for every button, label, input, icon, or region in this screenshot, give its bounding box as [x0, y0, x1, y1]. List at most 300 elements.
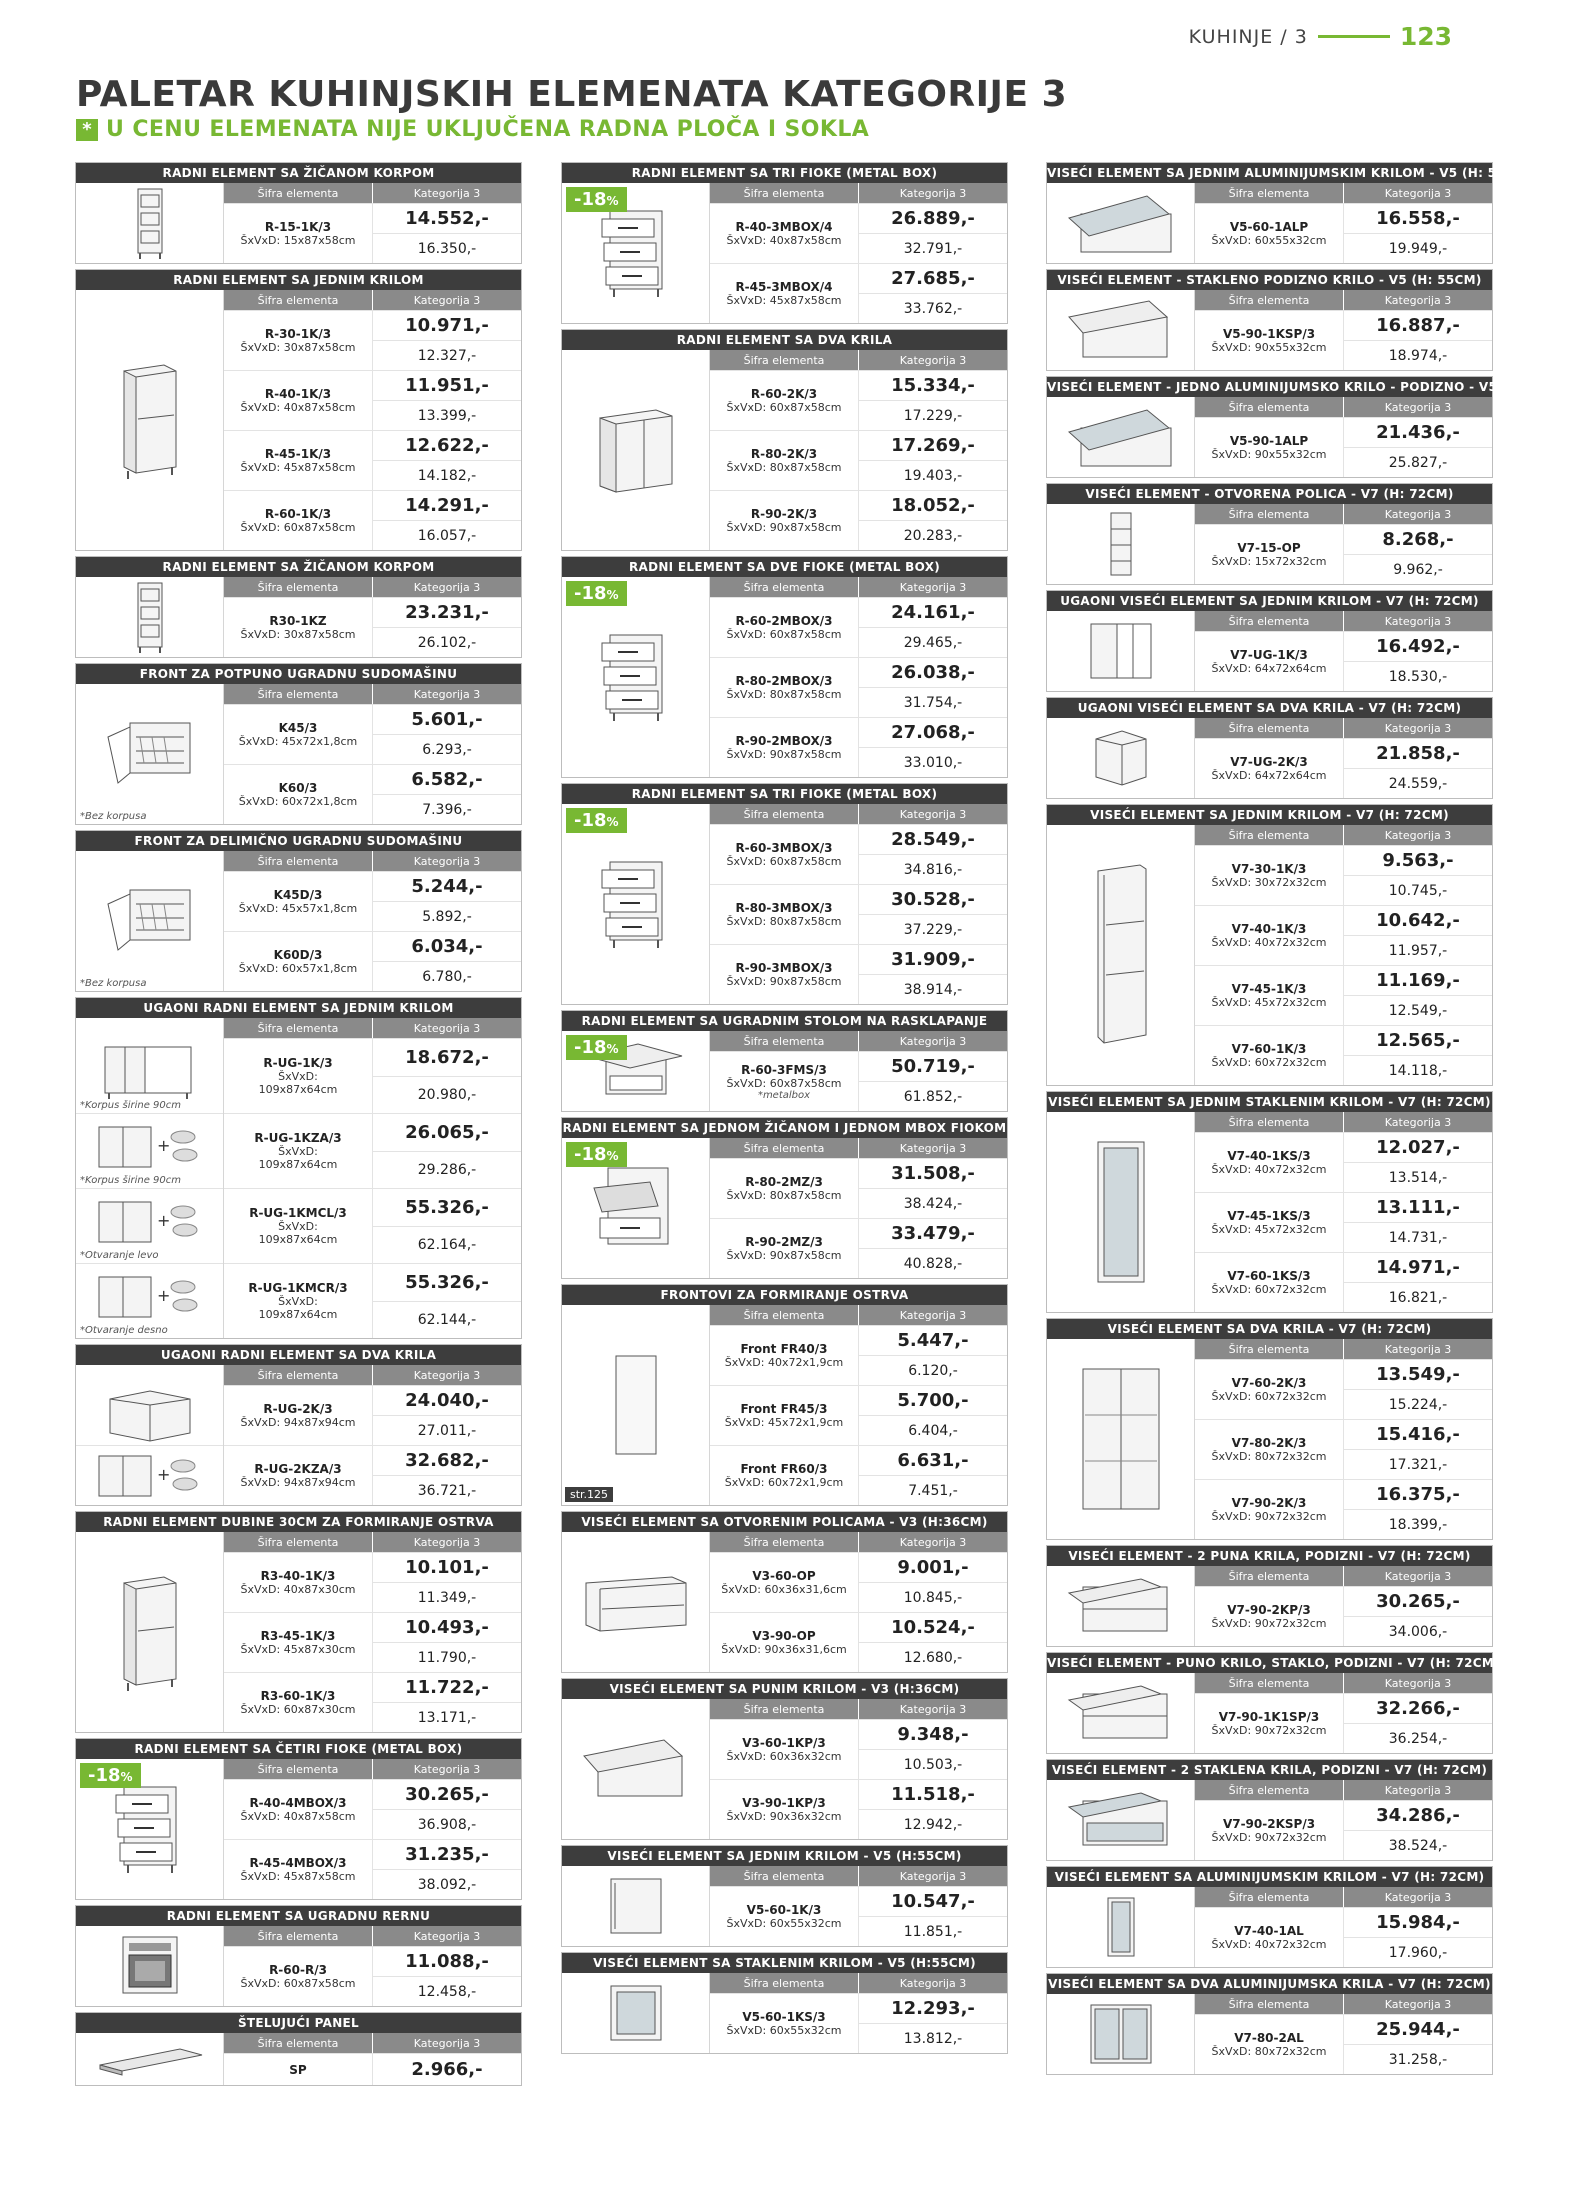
- product-image: [1047, 611, 1195, 691]
- category-header: Kategorija 3: [858, 1699, 1007, 1719]
- table-row: [1195, 1025, 1492, 1085]
- price-secondary: 24.559,-: [1388, 775, 1448, 792]
- element-dimensions: ŠxVxD: 15x87x58cm: [240, 234, 356, 247]
- price-secondary: 62.144,-: [417, 1311, 477, 1328]
- price-primary: 2.966,-: [411, 2059, 483, 2080]
- product-image: [76, 1188, 223, 1263]
- price-primary: 32.266,-: [1344, 1694, 1492, 1724]
- element-dimensions: ŠxVxD: 60x36x31,6cm: [721, 1583, 847, 1596]
- cabinet-icon: [1086, 725, 1156, 791]
- price-primary: 10.524,-: [859, 1613, 1007, 1643]
- discount-unit: %: [606, 1042, 619, 1056]
- element-code: K45D/3: [273, 888, 323, 902]
- cabinet-icon: [1061, 1680, 1181, 1746]
- price-primary: 18.672,-: [373, 1039, 521, 1077]
- price-secondary: 36.908,-: [417, 1816, 477, 1833]
- category-header: Kategorija 3: [1343, 397, 1492, 417]
- block-title: VISEĆI ELEMENT - 2 STAKLENA KRILA, PODIZNI - V7 (H: 72CM): [1047, 1760, 1492, 1780]
- price-primary: 31.508,-: [859, 1159, 1007, 1189]
- product-images: [76, 1365, 224, 1505]
- cabinet-icon: [110, 355, 190, 485]
- element-code: R-30-1K/3: [264, 327, 332, 341]
- price-primary: 16.558,-: [1344, 204, 1492, 234]
- cabinet-icon: [90, 2039, 210, 2079]
- product-block: [1046, 1652, 1500, 1754]
- table-row: [1195, 417, 1492, 477]
- element-dimensions: ŠxVxD: 60x87x58cm: [726, 1076, 842, 1090]
- code-header: Šifra elementa: [743, 1034, 825, 1048]
- product-image: [76, 183, 224, 263]
- element-code: K45/3: [278, 721, 318, 735]
- item-note: *Korpus širine 90cm: [80, 1100, 182, 1111]
- product-block: [1046, 1759, 1493, 1861]
- element-code: R3-45-1K/3: [260, 1629, 336, 1643]
- item-note: *Otvaranje desno: [80, 1325, 168, 1336]
- product-image: [76, 1532, 224, 1732]
- table-row: [1195, 1586, 1492, 1646]
- table-row: [1195, 1359, 1492, 1419]
- price-secondary: 12.942,-: [903, 1816, 963, 1833]
- price-secondary: 20.980,-: [417, 1086, 477, 1103]
- table-header: [710, 350, 1007, 370]
- price-primary: 23.231,-: [373, 598, 521, 628]
- cabinet-icon: [100, 1385, 200, 1445]
- table-row: [1195, 845, 1492, 905]
- price-primary: 24.161,-: [859, 598, 1007, 628]
- table-row: [1195, 1419, 1492, 1479]
- table-row: [710, 370, 1007, 430]
- price-secondary: 6.780,-: [422, 968, 472, 985]
- code-header: Šifra elementa: [1228, 828, 1310, 842]
- discount-unit: %: [120, 1770, 133, 1784]
- price-secondary: 13.812,-: [903, 2030, 963, 2047]
- price-secondary: 10.845,-: [903, 1589, 963, 1606]
- code-header: Šifra elementa: [743, 1308, 825, 1322]
- product-block: [75, 663, 522, 825]
- cabinet-icon: [1061, 1787, 1181, 1853]
- price-primary: 10.971,-: [373, 311, 521, 341]
- product-image: [76, 851, 224, 991]
- price-primary: 17.269,-: [859, 431, 1007, 461]
- cabinet-icon: [126, 579, 174, 655]
- product-image: [562, 1138, 710, 1278]
- price-primary: 27.068,-: [859, 718, 1007, 748]
- table-row: [224, 704, 521, 764]
- element-dimensions: ŠxVxD: 45x87x58cm: [240, 461, 356, 474]
- element-code: V7-90-2KP/3: [1227, 1603, 1311, 1617]
- block-title: FRONTOVI ZA FORMIRANJE OSTRVA: [562, 1285, 1007, 1305]
- price-primary: 15.334,-: [859, 371, 1007, 401]
- price-primary: 12.293,-: [859, 1994, 1007, 2024]
- block-title: RADNI ELEMENT SA UGRADNU RERNU: [76, 1906, 521, 1926]
- price-secondary: 29.465,-: [903, 634, 963, 651]
- price-secondary: 6.404,-: [908, 1422, 958, 1439]
- product-block: [561, 1511, 1008, 1673]
- category-header: Kategorija 3: [372, 684, 521, 704]
- cabinet-icon: [596, 629, 676, 725]
- discount-value: -18: [574, 189, 607, 210]
- price-primary: 12.027,-: [1344, 1133, 1492, 1163]
- block-title: RADNI ELEMENT SA DVA KRILA: [562, 330, 1007, 350]
- element-code: V7-45-1K/3: [1231, 982, 1307, 996]
- block-title: VISEĆI ELEMENT SA DVA KRILA - V7 (H: 72CM): [1047, 1319, 1492, 1339]
- cabinet-icon: [1061, 1573, 1181, 1639]
- element-dimensions: ŠxVxD: 94x87x94cm: [240, 1476, 356, 1489]
- product-block: [561, 783, 1008, 1005]
- table-row: [710, 1218, 1007, 1278]
- price-secondary: 6.293,-: [422, 741, 472, 758]
- table-header: [710, 1699, 1007, 1719]
- element-code: R-90-2MZ/3: [745, 1235, 823, 1249]
- element-code: R-80-2MBOX/3: [735, 674, 833, 688]
- price-secondary: 14.731,-: [1388, 1229, 1448, 1246]
- product-image: [562, 183, 710, 323]
- price-secondary: 34.816,-: [903, 861, 963, 878]
- element-code: R-45-1K/3: [264, 447, 332, 461]
- table-header: [1195, 718, 1492, 738]
- price-secondary: 6.120,-: [908, 1362, 958, 1379]
- table-row: [710, 263, 1007, 323]
- price-secondary: 11.851,-: [903, 1923, 963, 1940]
- product-block: [561, 162, 1008, 324]
- element-dimensions: ŠxVxD:: [278, 1145, 318, 1158]
- table-row: [710, 1445, 1007, 1505]
- element-dimensions: ŠxVxD: 90x55x32cm: [1211, 341, 1327, 354]
- element-dimensions: ŠxVxD: 40x87x58cm: [240, 401, 356, 414]
- price-primary: 24.040,-: [373, 1386, 521, 1416]
- table-row: [1195, 1800, 1492, 1860]
- element-dimensions: ŠxVxD: 60x87x58cm: [726, 401, 842, 414]
- table-row: [224, 1552, 521, 1612]
- code-header: Šifra elementa: [743, 807, 825, 821]
- price-secondary: 38.092,-: [417, 1876, 477, 1893]
- table-header: [224, 1365, 521, 1385]
- code-header: Šifra elementa: [257, 687, 339, 701]
- price-primary: 11.169,-: [1344, 966, 1492, 996]
- price-primary: 13.111,-: [1344, 1193, 1492, 1223]
- element-code: R-80-2MZ/3: [745, 1175, 823, 1189]
- product-block: [1046, 162, 1533, 264]
- element-code: R-45-3MBOX/4: [735, 280, 833, 294]
- table-row: [1195, 1252, 1492, 1312]
- subtitle-text: U CENU ELEMENATA NIJE UKLJUČENA RADNA PLOČA I SOKLA: [106, 117, 870, 142]
- table-header: [224, 851, 521, 871]
- table-row: [710, 1719, 1007, 1779]
- price-primary: 33.479,-: [859, 1219, 1007, 1249]
- price-secondary: 10.503,-: [903, 1756, 963, 1773]
- table-header: [710, 1031, 1007, 1051]
- table-row: [710, 597, 1007, 657]
- element-code: R-90-2K/3: [750, 507, 818, 521]
- svg-text:+: +: [156, 1210, 170, 1230]
- block-title: UGAONI VISEĆI ELEMENT SA DVA KRILA - V7 (H: 72CM): [1047, 698, 1492, 718]
- code-header: Šifra elementa: [257, 2036, 339, 2050]
- category-header: Kategorija 3: [858, 1866, 1007, 1886]
- element-dimensions: ŠxVxD: 40x87x58cm: [726, 234, 842, 247]
- element-code: R-90-3MBOX/3: [735, 961, 833, 975]
- page-title: PALETAR KUHINJSKIH ELEMENATA KATEGORIJE 3: [76, 74, 1068, 115]
- discount-badge: [566, 581, 627, 606]
- product-block: [75, 1344, 522, 1506]
- column-middle: [561, 162, 1008, 2059]
- element-code: R-40-1K/3: [264, 387, 332, 401]
- price-primary: 9.563,-: [1344, 846, 1492, 876]
- cabinet-icon: [95, 1194, 205, 1250]
- element-code: V5-90-1ALP: [1229, 434, 1309, 448]
- element-dimensions: ŠxVxD: 30x87x58cm: [240, 341, 356, 354]
- category-header: Kategorija 3: [1343, 1780, 1492, 1800]
- block-note: *Bez korpusa: [80, 978, 147, 989]
- block-title: RADNI ELEMENT SA UGRADNIM STOLOM NA RASKLAPANJE: [562, 1011, 1007, 1031]
- price-primary: 16.887,-: [1344, 311, 1492, 341]
- category-header: Kategorija 3: [372, 183, 521, 203]
- block-title: RADNI ELEMENT SA DVE FIOKE (METAL BOX): [562, 557, 1007, 577]
- table-row: [710, 944, 1007, 1004]
- cabinet-icon: [1061, 188, 1181, 258]
- code-header: Šifra elementa: [1228, 1890, 1310, 1904]
- product-image: [562, 1031, 710, 1111]
- element-dimensions: ŠxVxD: 60x55x32cm: [726, 1917, 842, 1930]
- table-row: [710, 430, 1007, 490]
- discount-badge: [566, 808, 627, 833]
- item-note: *Korpus širine 90cm: [80, 1175, 182, 1186]
- price-primary: 12.622,-: [373, 431, 521, 461]
- category-header: Kategorija 3: [372, 1532, 521, 1552]
- table-row: [224, 1612, 521, 1672]
- price-secondary: 10.745,-: [1388, 882, 1448, 899]
- block-title: FRONT ZA DELIMIČNO UGRADNU SUDOMAŠINU: [76, 831, 521, 851]
- table-row: [224, 1113, 521, 1188]
- price-secondary: 12.549,-: [1388, 1002, 1448, 1019]
- element-code: R-60-R/3: [269, 1963, 327, 1977]
- element-code: R3-40-1K/3: [260, 1569, 336, 1583]
- cabinet-icon: [601, 1980, 671, 2046]
- table-header: [1195, 1780, 1492, 1800]
- element-dimensions: ŠxVxD: 45x72x32cm: [1211, 1223, 1327, 1236]
- category-header: Kategorija 3: [858, 1973, 1007, 1993]
- table-row: [224, 1188, 521, 1263]
- element-code: V7-90-2KSP/3: [1222, 1817, 1316, 1831]
- element-dimensions: ŠxVxD: 90x72x32cm: [1211, 1617, 1327, 1630]
- page-subtitle: [76, 117, 869, 142]
- discount-unit: %: [606, 1149, 619, 1163]
- element-dimensions: ŠxVxD: 64x72x64cm: [1211, 769, 1327, 782]
- product-image: [76, 1445, 223, 1505]
- cabinet-icon: [1101, 509, 1141, 579]
- cabinet-icon: [126, 185, 174, 261]
- element-dimensions: ŠxVxD: 90x72x32cm: [1211, 1724, 1327, 1737]
- table-header: [224, 1759, 521, 1779]
- element-code: V7-UG-1K/3: [1230, 648, 1308, 662]
- product-image: [76, 2033, 224, 2085]
- element-code: R-90-2MBOX/3: [735, 734, 833, 748]
- block-title: VISEĆI ELEMENT SA JEDNIM KRILOM - V5 (H:55CM): [562, 1846, 1007, 1866]
- product-block: [75, 269, 522, 551]
- code-header: Šifra elementa: [257, 1021, 339, 1035]
- price-primary: 18.052,-: [859, 491, 1007, 521]
- price-secondary: 17.321,-: [1388, 1456, 1448, 1473]
- code-header: Šifra elementa: [1228, 614, 1310, 628]
- table-row: [224, 764, 521, 824]
- price-secondary: 16.821,-: [1388, 1289, 1448, 1306]
- price-secondary: 36.254,-: [1388, 1730, 1448, 1747]
- element-dimensions: ŠxVxD: 40x72x32cm: [1211, 1163, 1327, 1176]
- table-header: [710, 577, 1007, 597]
- table-header: [710, 804, 1007, 824]
- element-dimensions: ŠxVxD: 60x55x32cm: [726, 2024, 842, 2037]
- product-block: [1046, 269, 1493, 371]
- table-header: [1195, 1994, 1492, 2014]
- table-header: [224, 577, 521, 597]
- category-header: Kategorija 3: [858, 1305, 1007, 1325]
- price-secondary: 40.828,-: [903, 1255, 963, 1272]
- price-secondary: 7.451,-: [908, 1482, 958, 1499]
- block-title: VISEĆI ELEMENT SA OTVORENIM POLICAMA - V3 (H:36CM): [562, 1512, 1007, 1532]
- product-image: [76, 290, 224, 550]
- code-header: Šifra elementa: [1228, 1342, 1310, 1356]
- element-dimensions-value: 109x87x64cm: [258, 1158, 338, 1171]
- price-primary: 30.265,-: [373, 1780, 521, 1810]
- price-primary: 9.348,-: [859, 1720, 1007, 1750]
- category-header: Kategorija 3: [1343, 718, 1492, 738]
- price-primary: 26.038,-: [859, 658, 1007, 688]
- table-row: [710, 717, 1007, 777]
- block-title: VISEĆI ELEMENT SA PUNIM KRILOM - V3 (H:36CM): [562, 1679, 1007, 1699]
- element-dimensions: ŠxVxD: 60x87x58cm: [726, 855, 842, 868]
- block-title: VISEĆI ELEMENT SA JEDNIM KRILOM - V7 (H: 72CM): [1047, 805, 1492, 825]
- product-image: [562, 1532, 710, 1672]
- price-primary: 10.101,-: [373, 1553, 521, 1583]
- category-header: Kategorija 3: [858, 804, 1007, 824]
- code-header: Šifra elementa: [1228, 1783, 1310, 1797]
- element-code: V7-90-2K/3: [1231, 1496, 1307, 1510]
- element-code: R-UG-1KZA/3: [254, 1131, 342, 1145]
- cabinet-icon: [95, 1448, 205, 1504]
- table-row: [1195, 2014, 1492, 2074]
- price-primary: 30.265,-: [1344, 1587, 1492, 1617]
- table-row: [710, 1779, 1007, 1839]
- price-secondary: 33.010,-: [903, 754, 963, 771]
- discount-badge: [80, 1763, 141, 1788]
- cabinet-icon: [1086, 855, 1156, 1055]
- element-code: V3-90-OP: [752, 1629, 816, 1643]
- block-title: RADNI ELEMENT SA JEDNOM ŽIČANOM I JEDNOM MBOX FIOKOM: [562, 1118, 1007, 1138]
- block-title: VISEĆI ELEMENT SA JEDNIM ALUMINIJUMSKIM KRILOM - V5 (H: 55CM): [1047, 163, 1492, 183]
- cabinet-icon: [576, 1734, 696, 1804]
- block-title: VISEĆI ELEMENT - 2 PUNA KRILA, PODIZNI - V7 (H: 72CM): [1047, 1546, 1492, 1566]
- table-header: [710, 1305, 1007, 1325]
- element-code: V3-60-OP: [752, 1569, 816, 1583]
- element-code: V7-45-1KS/3: [1227, 1209, 1311, 1223]
- element-code: Front FR40/3: [740, 1342, 828, 1356]
- element-dimensions: ŠxVxD: 94x87x94cm: [240, 1416, 356, 1429]
- column-right: [1046, 162, 1572, 2080]
- discount-badge: [566, 187, 627, 212]
- code-header: Šifra elementa: [743, 1702, 825, 1716]
- element-code: V5-60-1KS/3: [742, 2010, 826, 2024]
- table-row: [1195, 524, 1492, 584]
- cabinet-icon: [115, 1931, 185, 2001]
- element-code: R3-60-1K/3: [260, 1689, 336, 1703]
- code-header: Šifra elementa: [1228, 1997, 1310, 2011]
- category-header: Kategorija 3: [858, 1532, 1007, 1552]
- code-header: Šifra elementa: [257, 1929, 339, 1943]
- table-row: [224, 430, 521, 490]
- category-header: Kategorija 3: [1343, 825, 1492, 845]
- product-image: [562, 1866, 710, 1946]
- price-secondary: 17.960,-: [1388, 1944, 1448, 1961]
- price-secondary: 62.164,-: [417, 1236, 477, 1253]
- price-secondary: 19.949,-: [1388, 240, 1448, 257]
- block-title: VISEĆI ELEMENT SA ALUMINIJUMSKIM KRILOM - V7 (H: 72CM): [1047, 1867, 1492, 1887]
- table-row: [710, 1993, 1007, 2053]
- code-header: Šifra elementa: [1228, 507, 1310, 521]
- price-primary: 10.642,-: [1344, 906, 1492, 936]
- cabinet-icon: [586, 400, 686, 500]
- category-header: Kategorija 3: [1343, 1994, 1492, 2014]
- cabinet-icon: [596, 205, 676, 301]
- price-primary: 10.493,-: [373, 1613, 521, 1643]
- table-row: [710, 1158, 1007, 1218]
- svg-text:+: +: [156, 1464, 170, 1484]
- price-secondary: 31.258,-: [1388, 2051, 1448, 2068]
- price-secondary: 11.957,-: [1388, 942, 1448, 959]
- category-header: Kategorija 3: [372, 1365, 521, 1385]
- product-image: [76, 1385, 223, 1445]
- table-row: [1195, 1693, 1492, 1753]
- code-header: Šifra elementa: [257, 854, 339, 868]
- element-code: R-UG-1K/3: [263, 1056, 333, 1070]
- product-block: [561, 556, 1008, 778]
- product-image: [1047, 397, 1195, 477]
- element-code: Front FR45/3: [740, 1402, 828, 1416]
- product-image: [76, 1038, 223, 1113]
- table-row: [1195, 310, 1492, 370]
- table-row: [710, 1886, 1007, 1946]
- element-code: V7-40-1K/3: [1231, 922, 1307, 936]
- block-title: UGAONI RADNI ELEMENT SA DVA KRILA: [76, 1345, 521, 1365]
- table-row: [1195, 631, 1492, 691]
- block-title: RADNI ELEMENT DUBINE 30CM ZA FORMIRANJE OSTRVA: [76, 1512, 521, 1532]
- table-header: [224, 290, 521, 310]
- cabinet-icon: [1096, 1892, 1146, 1962]
- product-image: [1047, 1994, 1195, 2074]
- price-secondary: 32.791,-: [903, 240, 963, 257]
- element-dimensions: ŠxVxD: 60x72x1,8cm: [238, 795, 358, 808]
- category-header: Kategorija 3: [372, 1926, 521, 1946]
- element-dimensions: ŠxVxD: 90x36x32cm: [726, 1810, 842, 1823]
- table-row: [224, 1946, 521, 2006]
- price-secondary: 12.458,-: [417, 1983, 477, 2000]
- element-dimensions: ŠxVxD: 90x87x58cm: [726, 521, 842, 534]
- price-primary: 16.375,-: [1344, 1480, 1492, 1510]
- table-header: [224, 2033, 521, 2053]
- price-primary: 55.326,-: [373, 1189, 521, 1227]
- price-secondary: 13.399,-: [417, 407, 477, 424]
- price-secondary: 36.721,-: [417, 1482, 477, 1499]
- element-dimensions: ŠxVxD: 40x87x30cm: [240, 1583, 356, 1596]
- price-primary: 8.268,-: [1344, 525, 1492, 555]
- price-secondary: 5.892,-: [422, 908, 472, 925]
- element-dimensions: ŠxVxD: 60x72x32cm: [1211, 1390, 1327, 1403]
- price-secondary: 7.396,-: [422, 801, 472, 818]
- element-code: V7-60-2K/3: [1231, 1376, 1307, 1390]
- discount-badge: [566, 1035, 627, 1060]
- element-code: V3-90-1KP/3: [742, 1796, 826, 1810]
- code-header: Šifra elementa: [257, 1368, 339, 1382]
- table-row: [224, 597, 521, 657]
- cabinet-icon: [95, 1041, 205, 1101]
